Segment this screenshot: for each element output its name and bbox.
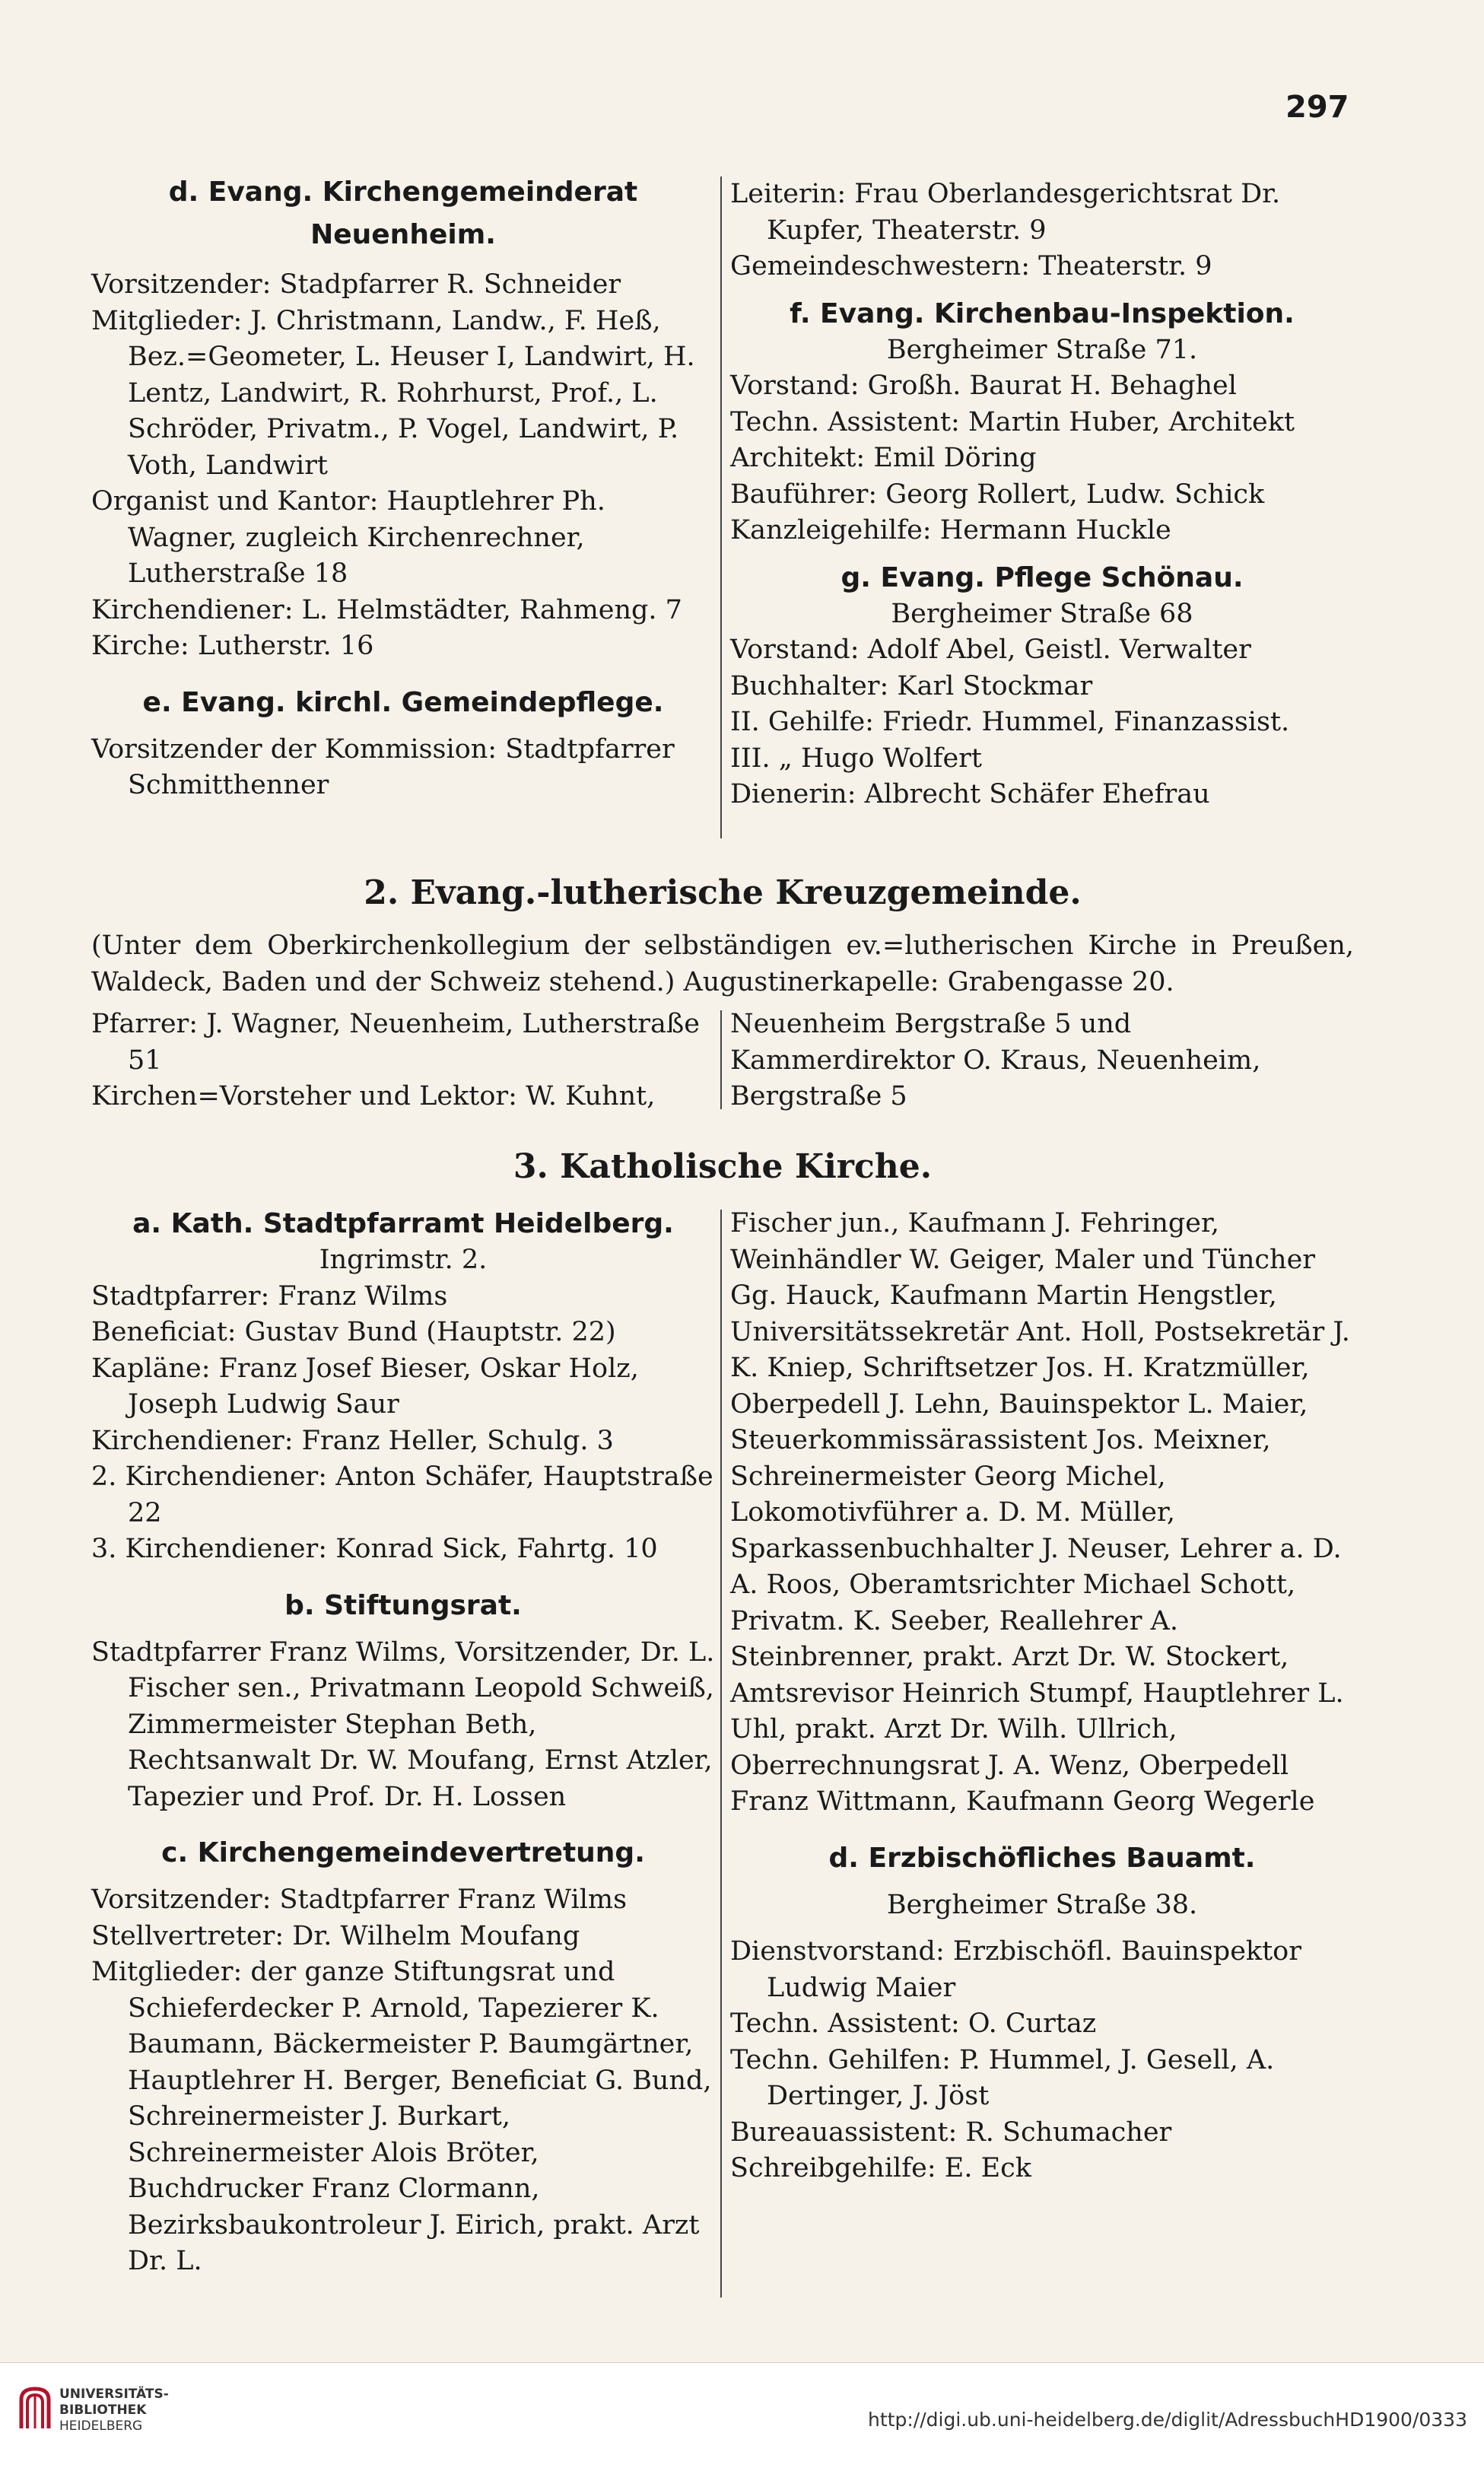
heading-kirchenbau-inspektion: f. Evang. Kirchenbau-Inspektion. bbox=[790, 297, 1295, 329]
column-divider bbox=[720, 1210, 722, 2298]
heading-kirchengemeindevertretung: c. Kirchengemeindevertretung. bbox=[161, 1837, 645, 1868]
logo-line: HEIDELBERG bbox=[59, 2419, 143, 2434]
list-item: Dienerin: Albrecht Schäfer Ehefrau bbox=[730, 779, 1210, 809]
list-item: Bauführer: Georg Rollert, Ludw. Schick bbox=[730, 479, 1265, 510]
heading-stadtpfarramt: a. Kath. Stadtpfarramt Heidelberg. bbox=[132, 1208, 674, 1239]
list-item: Vorsitzender der Kommission: Stadtpfarrer Schmitthenner bbox=[91, 733, 675, 800]
lutheran-left-column bbox=[91, 1007, 715, 1115]
list-item: Kirchen=Vorsteher und Lektor: W. Kuhnt, bbox=[91, 1081, 656, 1111]
list-item: Dienstvorstand: Erzbischöfl. Bauinspektor Ludwig Maier bbox=[730, 1936, 1301, 2003]
list-item: Gemeindeschwestern: Theaterstr. 9 bbox=[730, 251, 1212, 281]
library-logo-icon bbox=[17, 2384, 53, 2433]
heading-neuenheim: Neuenheim. bbox=[310, 219, 496, 250]
section-title-lutheran: 2. Evang.-lutherische Kreuzgemeinde. bbox=[364, 873, 1082, 912]
list-item: Vorsitzender: Stadpfarrer R. Schneider bbox=[91, 269, 621, 300]
heading-erzbischoefliches-bauamt: d. Erzbischöfliches Bauamt. bbox=[828, 1842, 1256, 1874]
list-item: Bureauassistent: R. Schumacher bbox=[730, 2116, 1172, 2148]
list-item: III. „ Hugo Wolfert bbox=[730, 743, 982, 774]
list-item: Kirchendiener: Franz Heller, Schulg. 3 bbox=[91, 1425, 614, 1456]
source-url-link[interactable]: http://digi.ub.uni-heidelberg.de/diglit/AdressbuchHD1900/0333 bbox=[868, 2409, 1467, 2431]
list-item: Beneficiat: Gustav Bund (Hauptstr. 22) bbox=[91, 1317, 616, 1347]
list-item: Kirchendiener: L. Helmstädter, Rahmeng. 7 bbox=[91, 594, 682, 625]
list-item: Stadtpfarrer: Franz Wilms bbox=[91, 1280, 448, 1312]
heading-kirchengemeinderat: d. Evang. Kirchengemeinderat bbox=[168, 176, 638, 208]
list-item: Stadtpfarrer Franz Wilms, Vorsitzender, Dr. L. Fischer sen., Privatmann Leopold Schweiß, Zimmermeister Stephan Beth, Rechtsanwalt Dr. W. Moufang, Ernst Atzler, Tapezier und Prof. Dr. H. Lossen bbox=[91, 1636, 715, 1812]
catholic-right-column bbox=[730, 1206, 1354, 2187]
list-item: Mitglieder: J. Christmann, Landw., F. Heß, Bez.=Geometer, L. Heuser I, Landwirt, H. Lentz, Landwirt, R. Rohrhurst, Prof., L. Schröder, Privatm., P. Vogel, Landwirt, P. Voth, Landwirt bbox=[91, 305, 695, 481]
list-item: Techn. Assistent: O. Curtaz bbox=[730, 2008, 1097, 2039]
list-item: Vorstand: Großh. Baurat H. Behaghel bbox=[730, 370, 1237, 401]
address-line: Bergheimer Straße 71. bbox=[886, 334, 1198, 365]
address-line: Bergheimer Straße 68 bbox=[891, 598, 1193, 629]
page-number: 297 bbox=[1285, 90, 1349, 125]
list-item: Techn. Assistent: Martin Huber, Architekt bbox=[730, 406, 1295, 437]
address-line: Bergheimer Straße 38. bbox=[886, 1889, 1198, 1920]
address-line: Ingrimstr. 2. bbox=[319, 1245, 488, 1275]
evang-left-column bbox=[91, 171, 715, 804]
list-item: Kapläne: Franz Josef Bieser, Oskar Holz, Joseph Ludwig Saur bbox=[91, 1353, 639, 1420]
list-item: Pfarrer: J. Wagner, Neuenheim, Lutherstraße 51 bbox=[91, 1009, 700, 1076]
list-item: Kirche: Lutherstr. 16 bbox=[91, 631, 374, 661]
list-item: Organist und Kantor: Hauptlehrer Ph. Wagner, zugleich Kirchenrechner, Lutherstraße 18 bbox=[91, 486, 605, 589]
list-item: Techn. Gehilfen: P. Hummel, J. Gesell, A. Dertinger, J. Jöst bbox=[730, 2044, 1275, 2111]
column-divider bbox=[720, 1010, 722, 1109]
list-item: Vorsitzender: Stadtpfarrer Franz Wilms bbox=[91, 1884, 628, 1915]
list-item: Buchhalter: Karl Stockmar bbox=[730, 670, 1093, 701]
lutheran-note: (Unter dem Oberkirchenkollegium der selbständigen ev.=lutherischen Kirche in Preußen, Waldeck, Baden und der Schweiz stehend.) Augustinerkapelle: Grabengasse 20. bbox=[91, 930, 1354, 997]
list-item: Schreibgehilfe: E. Eck bbox=[730, 2153, 1031, 2183]
list-item: Stellvertreter: Dr. Wilhelm Moufang bbox=[91, 1920, 580, 1951]
logo-line: UNIVERSITÄTS- bbox=[59, 2387, 169, 2402]
logo-line: BIBLIOTHEK bbox=[59, 2403, 147, 2418]
library-logo-text bbox=[59, 2387, 169, 2434]
list-item: Fischer jun., Kaufmann J. Fehringer, Weinhändler W. Geiger, Maler und Tüncher Gg. Hauck, Kaufmann Martin Hengstler, Universitätssekretär Ant. Holl, Postsekretär J. K. Kniep, Schriftsetzer Jos. H. Kratzmüller, Oberpedell J. Lehn, Bauinspektor L. Maier, Steuerkommissärassistent Jos. Meixner, Schreinermeister Georg Michel, Lokomotivführer a. D. M. Müller, Sparkassenbuchhalter J. Neuser, Lehrer a. D. A. Roos, Oberamtsrichter Michael Schott, Privatm. K. Seeber, Reallehrer A. Steinbrenner, prakt. Arzt Dr. W. Stockert, Amtsrevisor Heinrich Stumpf, Hauptlehrer L. Uhl, prakt. Arzt Dr. Wilh. Ullrich, Oberrechnungsrat J. A. Wenz, Oberpedell Franz Wittmann, Kaufmann Georg Wegerle bbox=[730, 1208, 1350, 1817]
list-item: Mitglieder: der ganze Stiftungsrat und Schieferdecker P. Arnold, Tapezierer K. Baumann, Bäckermeister P. Baumgärtner, Hauptlehrer H. Berger, Beneficiat G. Bund, Schreinermeister J. Burkart, Schreinermeister Alois Bröter, Buchdrucker Franz Clormann, Bezirksbaukontroleur J. Eirich, prakt. Arzt Dr. L. bbox=[91, 1957, 712, 2276]
list-item: Kanzleigehilfe: Hermann Huckle bbox=[730, 515, 1171, 545]
column-divider bbox=[720, 176, 722, 838]
heading-pflege-schoenau: g. Evang. Pflege Schönau. bbox=[841, 561, 1244, 593]
section-title-catholic: 3. Katholische Kirche. bbox=[513, 1147, 933, 1186]
heading-gemeindepflege: e. Evang. kirchl. Gemeindepflege. bbox=[142, 686, 664, 718]
lutheran-right-column bbox=[730, 1007, 1354, 1115]
list-item: 2. Kirchendiener: Anton Schäfer, Hauptstraße 22 bbox=[91, 1461, 713, 1528]
list-item: Vorstand: Adolf Abel, Geistl. Verwalter bbox=[730, 634, 1251, 665]
library-footer bbox=[0, 2362, 1484, 2471]
evang-right-column bbox=[730, 176, 1354, 813]
list-item: Architekt: Emil Döring bbox=[730, 443, 1037, 473]
heading-stiftungsrat: b. Stiftungsrat. bbox=[284, 1589, 522, 1621]
catholic-left-column bbox=[91, 1206, 715, 2280]
list-item: II. Gehilfe: Friedr. Hummel, Finanzassist. bbox=[730, 707, 1290, 737]
list-item: Neuenheim Bergstraße 5 und Kammerdirektor O. Kraus, Neuenheim, Bergstraße 5 bbox=[730, 1009, 1261, 1111]
list-item: 3. Kirchendiener: Konrad Sick, Fahrtg. 10 bbox=[91, 1534, 658, 1564]
list-item: Leiterin: Frau Oberlandesgerichtsrat Dr. Kupfer, Theaterstr. 9 bbox=[730, 179, 1281, 246]
